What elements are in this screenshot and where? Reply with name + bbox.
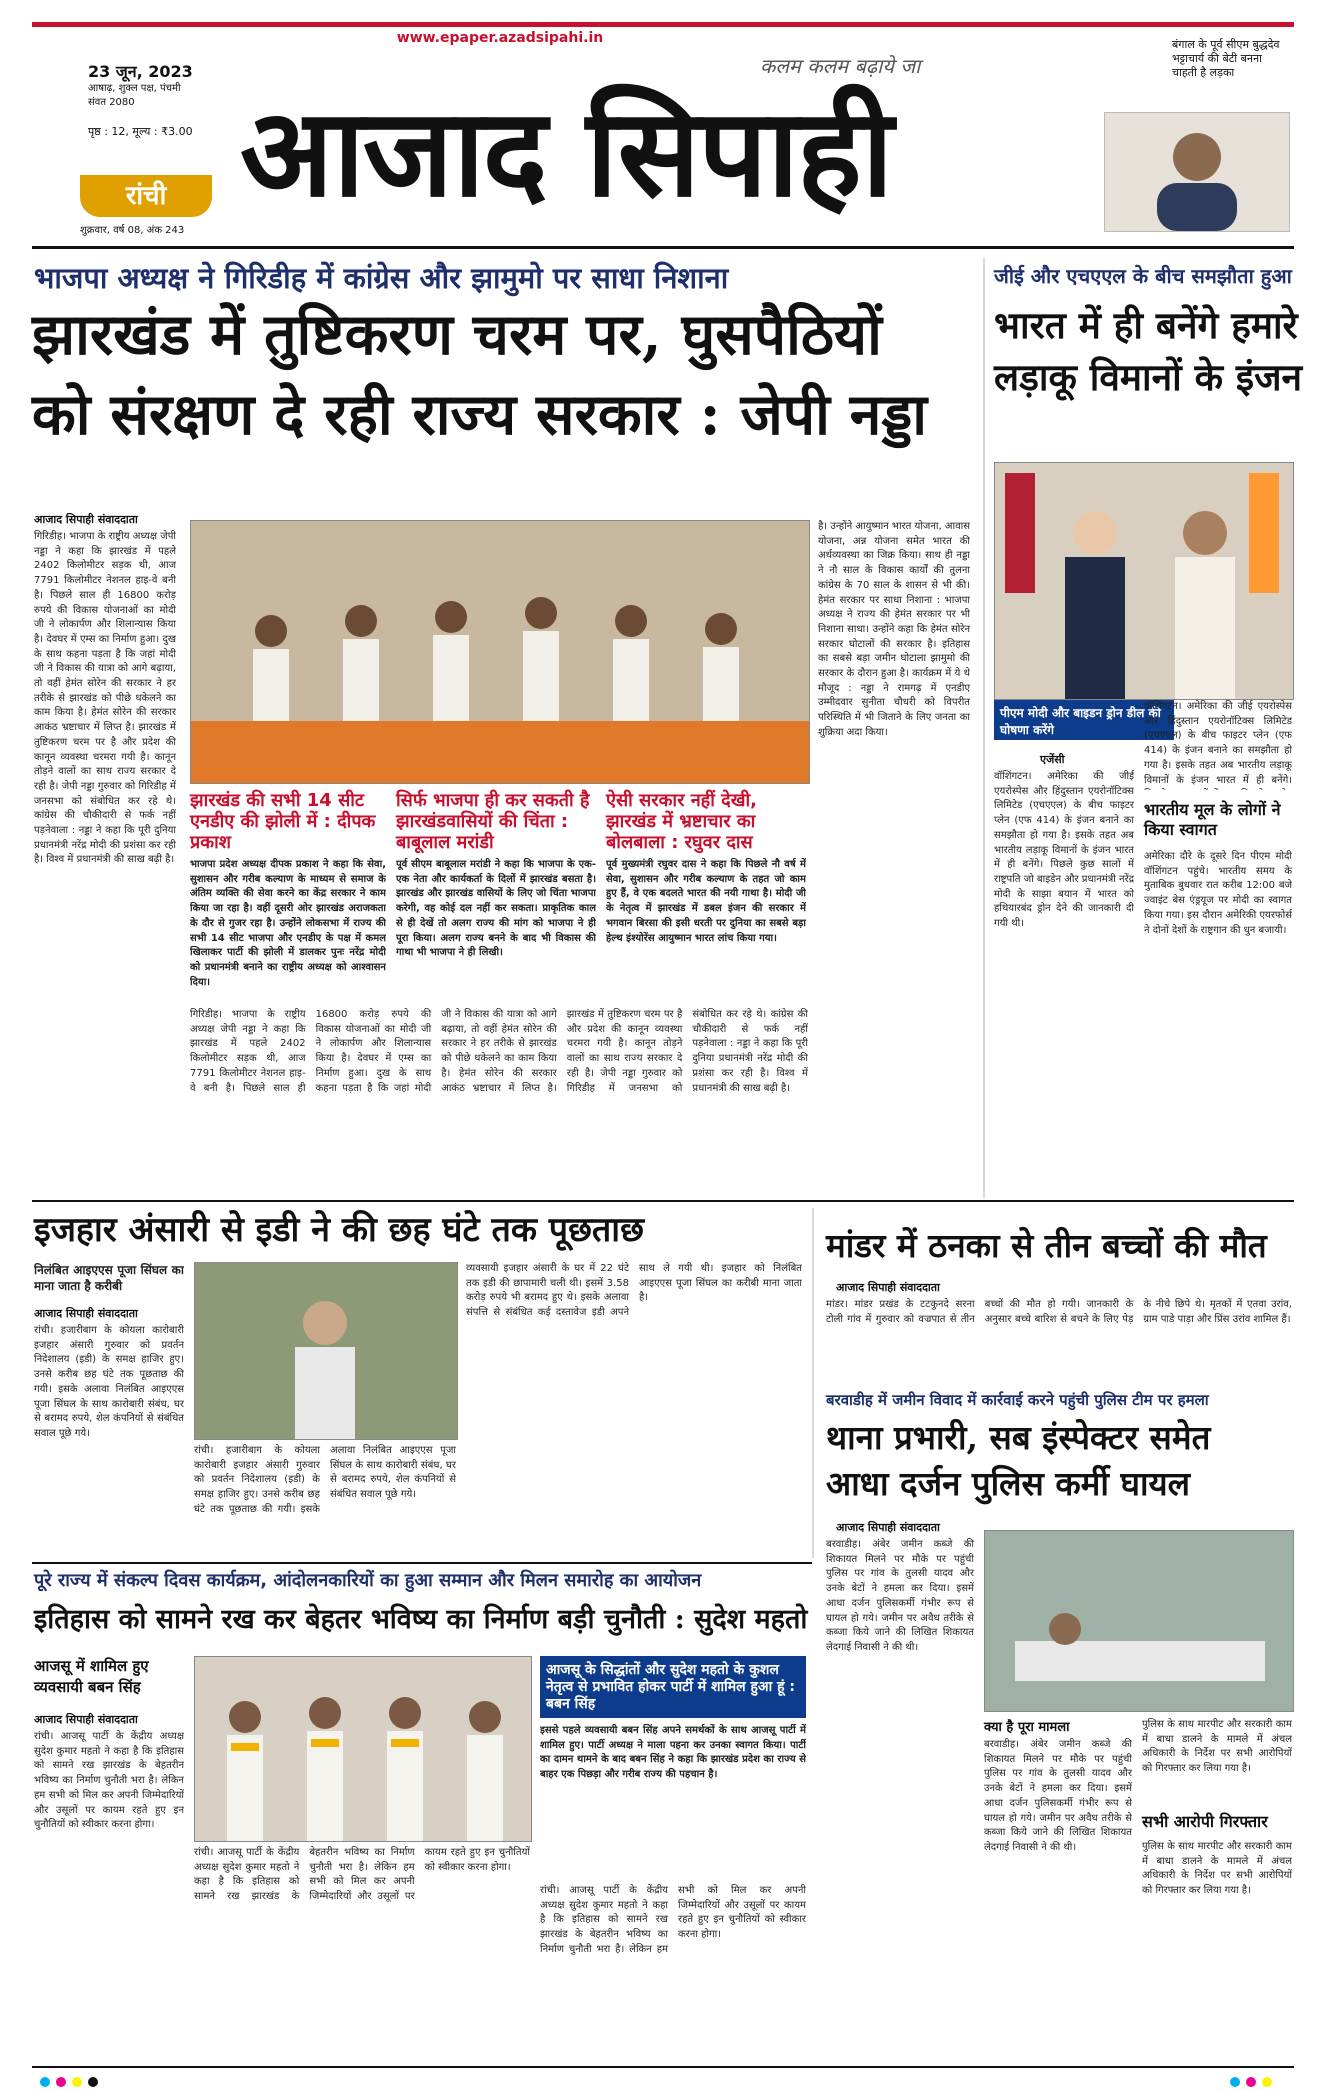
ajsu-body-right: रांची। आजसू पार्टी के केंद्रीय अध्यक्ष सुदेश कुमार महतो ने कहा है कि इतिहास को सामने रख झारखंड के बेहतरीन भविष्य का निर्माण चुनौती भरा है। लेकिन हम सभी को मिल कर अपनी जिम्मेदारियों और उसूलों पर कायम रहते हुए इन चुनौतियों को स्वीकार करना होगा।	[540, 1885, 806, 1955]
ajsu-body-mid: रांची। आजसू पार्टी के केंद्रीय अध्यक्ष सुदेश कुमार महतो ने कहा है कि इतिहास को सामने रख झारखंड के बेहतरीन भविष्य का निर्माण चुनौती भरा है। लेकिन हम सभी को मिल कर अपनी जिम्मेदारियों और उसूलों पर कायम रहते हुए इन चुनौतियों को स्वीकार करना होगा।	[194, 1847, 530, 1903]
crowd-photo-icon	[191, 521, 809, 783]
ed-byline: आजाद सिपाही संवाददाता	[34, 1307, 138, 1320]
ed-body-mid: रांची। हजारीबाग के कोयला कारोबारी इजहार अंसारी गुरुवार को प्रवर्तन निदेशालय (इडी) के समक्ष हाजिर हुए। उनसे करीब छह घंटे तक पूछताछ की गयी। इसके अलावा निलंबित आइएएस पूजा सिंघल के साथ कारोबारी संबंध, घर से बरामद रुपये, शेल कंपनियों से संबंधित सवाल पूछे गये।	[194, 1445, 456, 1515]
ajsu-side-title[interactable]: आजसू में शामिल हुए व्यवसायी बबन सिंह	[34, 1657, 149, 1696]
calendar-info	[88, 82, 198, 110]
section-rule	[32, 1562, 812, 1564]
ajsu-byline: आजाद सिपाही संवाददाता	[34, 1713, 138, 1726]
side-caption: पीएम मोदी और बाइडन ड्रोन डील की घोषणा करेंगे	[994, 700, 1174, 740]
section-rule	[32, 1200, 1294, 1202]
police-subtitle[interactable]: क्या है पूरा मामला	[984, 1720, 1070, 1735]
newspaper-logo: आजाद सिपाही	[240, 80, 892, 224]
ajsu-kicker: पूरे राज्य में संकल्प दिवस कार्यक्रम, आंदोलनकारियों का हुआ सम्मान और मिलन समारोह का आयोजन	[34, 1570, 702, 1591]
date: 23 जून, 2023	[88, 62, 193, 81]
sub2-title[interactable]: सिर्फ भाजपा ही कर सकती है झारखंडवासियों की चिंता : बाबूलाल मरांडी	[396, 790, 590, 853]
ed-photo[interactable]	[194, 1262, 458, 1440]
calendar-line: आषाढ़, शुक्ल पक्ष, पंचमी	[88, 83, 181, 94]
side-subbody: अमेरिका दौरे के दूसरे दिन पीएम मोदी वॉशिंगटन पहुंचे। भारतीय समय के मुताबिक बुधवार रात करीब 12:00 बजे ज्वाइंट बेस एंड्रयूज पर मोदी का स्वागत किया गया। इस दौरान अमेरिकी एयरफोर्स ने दोनों देशों के राष्ट्रगान की धुन बजायी।	[1144, 851, 1292, 936]
ajsu-photo[interactable]	[194, 1656, 532, 1842]
footer-rule	[32, 2066, 1294, 2068]
ed-body-left: रांची। हजारीबाग के कोयला कारोबारी इजहार अंसारी गुरुवार को प्रवर्तन निदेशालय (इडी) के समक्ष हाजिर हुए। उनसे करीब छह घंटे तक पूछताछ की गयी। इसके अलावा निलंबित आइएएस पूजा सिंघल के साथ कारोबारी संबंध, घर से बरामद रुपये, शेल कंपनियों से संबंधित सवाल पूछे गये।	[34, 1325, 184, 1439]
side-headline-line2[interactable]: लड़ाकू विमानों के इंजन	[994, 355, 1303, 399]
police-headline-line1[interactable]: थाना प्रभारी, सब इंस्पेक्टर समेत	[826, 1418, 1211, 1457]
ed-body-right: व्यवसायी इजहार अंसारी के घर में 22 घंटे तक इडी की छापामारी चली थी। इसमें 3.58 करोड़ रुपये भी बरामद हुए थे। इसके अलावा संपत्ति से संबंधित कई दस्तावेज इडी अपने साथ ले गयी थी। इजहार को निलंबित आइएएस पूजा सिंघल का करीबी माना जाता है।	[466, 1263, 802, 1319]
column-divider	[812, 1208, 814, 1558]
color-registration-marks	[1230, 2072, 1278, 2091]
issue-info: शुक्रवार, वर्ष 08, अंक 243	[80, 225, 185, 236]
side-headline-line1[interactable]: भारत में ही बनेंगे हमारे	[994, 303, 1298, 347]
police-byline: आजाद सिपाही संवाददाता	[836, 1521, 940, 1534]
hospital-photo-icon	[985, 1531, 1293, 1711]
rally-photo[interactable]	[190, 520, 810, 784]
person-photo-icon	[1105, 113, 1289, 231]
ajsu-quote[interactable]: आजसू के सिद्धांतों और सुदेश महतो के कुशल नेतृत्व से प्रभावित होकर पार्टी में शामिल हुआ हूं : बबन सिंह	[540, 1656, 806, 1718]
side-body-top: वॉशिंगटन। अमेरिका की जीई एयरोस्पेस और हिंदुस्तान एयरोनॉटिक्स लिमिटेड (एचएएल) के बीच फाइटर प्लेन (एफ 414) के इंजन बनाने का समझौता हो गया है। इसके तहत अब भारतीय लड़ाकू विमानों के इंजन भारत में ही बनेंगे।	[1144, 701, 1292, 786]
mandar-headline[interactable]: मांडर में ठनका से तीन बच्चों की मौत	[826, 1226, 1267, 1265]
side-byline: एजेंसी	[1040, 753, 1065, 766]
epaper-url[interactable]: www.epaper.azadsipahi.in	[396, 30, 604, 46]
column-divider	[983, 258, 985, 1198]
sub1-title[interactable]: झारखंड की सभी 14 सीट एनडीए की झोली में : दीपक प्रकाश	[190, 790, 376, 853]
lead-headline-line2[interactable]: को संरक्षण दे रही राज्य सरकार : जेपी नड्डा	[32, 381, 928, 448]
ajsu-quote-body: इससे पहले व्यवसायी बबन सिंह अपने समर्थकों के साथ आजसू पार्टी में शामिल हुए। पार्टी अध्यक्ष ने माला पहना कर उनका स्वागत किया। पार्टी का दामन थामने के बाद बबन सिंह ने कहा कि झारखंड प्रदेश का राज्य से बाहर एक पिछड़ा और गरीब राज्य की पहचान है।	[540, 1725, 806, 1781]
police-body-3: पुलिस के साथ मारपीट और सरकारी काम में बाधा डालने के मामले में अंचल अधिकारी के निर्देश पर सभी आरोपियों को गिरफ्तार कर लिया गया है।	[1142, 1719, 1292, 1775]
lead-kicker: भाजपा अध्यक्ष ने गिरिडीह में कांग्रेस और झामुमो पर साधा निशाना	[34, 261, 729, 295]
modi-biden-photo[interactable]	[994, 462, 1294, 700]
side-body: वॉशिंगटन। अमेरिका की जीई एयरोस्पेस और हिंदुस्तान एयरोनॉटिक्स लिमिटेड (एचएएल) के बीच फाइटर प्लेन (एफ 414) के इंजन बनाने का समझौता हो गया है। इसके तहत अब भारतीय लड़ाकू विमानों के इंजन भारत में ही बनेंगे। पिछले कुछ सालों में राष्ट्रपति जो बाइडेन और प्रधानमंत्री नरेंद्र मोदी के साझा बयान में भारत को हथियारबंद ड्रोन देने की जानकारी दी गयी थी।	[994, 771, 1134, 930]
side-kicker: जीई और एचएएल के बीच समझौता हुआ	[994, 264, 1292, 288]
lead-byline: आजाद सिपाही संवाददाता	[34, 513, 138, 526]
police-headline-line2[interactable]: आधा दर्जन पुलिस कर्मी घायल	[826, 1464, 1191, 1503]
ed-headline[interactable]: इजहार अंसारी से इडी ने की छह घंटे तक पूछताछ	[34, 1210, 644, 1250]
lead-body-right: है। उन्होंने आयुष्मान भारत योजना, आवास योजना, अन्न योजना समेत भारत की अर्थव्यवस्था का जिक्र किया। साथ ही नड्डा ने नौ साल के विकास कार्यों की तुलना कांग्रेस के 70 साल के शासन से भी की। हेमंत सरकार पर साधा निशाना : भाजपा अध्यक्ष ने राज्य की हेमंत सरकार पर भी निशाना साधा। उन्होंने कहा कि हेमंत सोरेन सरकार घोटालों की सरकार है। इतिहास का सबसे बड़ा जमीन घोटाला झामुमो की सरकार के दौरान हुआ है। कार्यक्रम में ये थे मौजूद : नड्डा ने रामगढ़ में एनडीए उम्मीदवार सुनीता चौधरी को विपरीत परिस्थिति में भी जिताने के लिए जनता का शुक्रिया अदा किया।	[818, 521, 970, 738]
calendar-line: संवत 2080	[88, 97, 135, 108]
sub2-body: पूर्व सीएम बाबूलाल मरांडी ने कहा कि भाजपा के एक-एक नेता और कार्यकर्ता के दिलों में झारखंड बसता है। झारखंड और झारखंड वासियों के लिए जो चिंता भाजपा करेगी, वह कोई दल नहीं कर सकता। प्राकृतिक काल से ही देखें तो अलग राज्य की मांग को भाजपा ने ही पूरा किया। अलग राज्य बनने के बाद भी विकास की गाथा भी भाजपा ने ही लिखी।	[396, 859, 596, 959]
ajsu-body-left: रांची। आजसू पार्टी के केंद्रीय अध्यक्ष सुदेश कुमार महतो ने कहा है कि इतिहास को सामने रख झारखंड के बेहतरीन भविष्य का निर्माण चुनौती भरा है। लेकिन हम सभी को मिल कर अपनी जिम्मेदारियों और उसूलों पर कायम रहते हुए इन चुनौतियों को स्वीकार करना होगा।	[34, 1731, 184, 1831]
mandar-byline: आजाद सिपाही संवाददाता	[836, 1281, 940, 1294]
police-subbody-2: पुलिस के साथ मारपीट और सरकारी काम में बाधा डालने के मामले में अंचल अधिकारी के निर्देश पर सभी आरोपियों को गिरफ्तार कर लिया गया है।	[1142, 1841, 1292, 1897]
police-kicker: बरवाडीह में जमीन विवाद में कार्रवाई करने पहुंची पुलिस टीम पर हमला	[826, 1391, 1209, 1409]
tagline: कलम कलम बढ़ाये जा	[760, 54, 921, 78]
mandar-body: मांडर। मांडर प्रखंड के टटकुनदे सरना टोली गांव में गुरुवार को वज्रपात से तीन बच्चों की मौत हो गयी। जानकारी के अनुसार बच्चे बारिश से बचने के लिए पेड़ के नीचे छिपे थे। मृतकों में एतवा उरांव, ग्राम पाडे पाड़ा और प्रिंस उरांव शामिल हैं।	[826, 1299, 1292, 1325]
lead-body-left: गिरिडीह। भाजपा के राष्ट्रीय अध्यक्ष जेपी नड्डा ने कहा कि झारखंड में पहले 2402 किलोमीटर सड़क थी, आज 7791 किलोमीटर नेशनल हाइ-वे बनी है। पिछले साल ही 16800 करोड़ रुपये की विकास योजनाओं का मोदी जी ने लोकार्पण और शिलान्यास किया है। देवघर में एम्स का निर्माण हुआ। दुख के साथ कहना पड़ता है कि जहां मोदी जी ने विकास की यात्रा को आगे बढ़ाया, तो वहीं हेमंत सोरेन की सरकार ने हर तरीके से झारखंड को पीछे धकेलने का काम किया है। हेमंत सोरेन की सरकार आकंठ भ्रष्टाचार में लिप्त है। झारखंड में तुष्टिकरण चरम पर है और प्रदेश की कानून व्यवस्था चरमरा गयी है। कानून तोड़ने वालों का साथ राज्य सरकार दे रही है। जेपी नड्डा गुरुवार को गिरिडीह में जनसभा को संबोधित कर रहे थे। कांग्रेस की चौकीदारी से फर्क नहीं पड़नेवाला : नड्डा ने कहा कि पूरी दुनिया प्रधानमंत्री नरेंद्र मोदी की प्रशंसा कर रही है। विश्व में प्रधानमंत्री की साख बढ़ी है।	[34, 531, 176, 866]
page-info: पृष्ठ : 12, मूल्य : ₹3.00	[88, 125, 193, 138]
ajsu-headline[interactable]: इतिहास को सामने रख कर बेहतर भविष्य का निर्माण बड़ी चुनौती : सुदेश महतो	[34, 1604, 808, 1635]
city-badge: रांची	[80, 175, 212, 217]
sub3-title[interactable]: ऐसी सरकार नहीं देखी, झारखंड में भ्रष्टाचार का बोलबाला : रघुवर दास	[606, 790, 757, 853]
side-subtitle[interactable]: भारतीय मूल के लोगों ने किया स्वागत	[1144, 800, 1281, 839]
sub1-body: भाजपा प्रदेश अध्यक्ष दीपक प्रकाश ने कहा कि सेवा, सुशासन और गरीब कल्याण के माध्यम से समाज के अंतिम व्यक्ति की सेवा करने का केंद्र सरकार ने काम किया जा रहा है। वहीं दूसरी ओर झारखंड अराजकता के दौर से गुजर रहा है। उन्होंने लोकसभा में राज्य की सभी 14 सीट भाजपा और एनडीए के पक्ष में कमल खिलाकर पार्टी की झोली में डालकर पुनः नरेंद्र मोदी को प्रधानमंत्री बनाने का राष्ट्रीय अध्यक्ष को आश्वासन दिया।	[190, 859, 386, 988]
sub3-body: पूर्व मुख्यमंत्री रघुवर दास ने कहा कि पिछले नौ वर्ष में सेवा, सुशासन और गरीब कल्याण के तहत जो काम हुए हैं, वे एक बदलते भारत की नयी गाथा है। मोदी जी के नेतृत्व में झारखंड में डबल इंजन की सरकार में भगवान बिरसा की इसी धरती पर दुनिया का सबसे बड़ा हेल्थ इंश्योरेंस आयुष्मान भारत लांच किया गया।	[606, 859, 806, 944]
handshake-photo-icon	[995, 463, 1293, 699]
police-body-2: बरवाडीह। अंबेर जमीन कब्जे की शिकायत मिलने पर मौके पर पहुंची पुलिस पर गांव के तुलसी यादव और उनके बेटों ने हमला कर दिया। इसमें आधा दर्जन पुलिसकर्मी गंभीर रूप से घायल हो गये। जमीन पर अवैध तरीके से कब्जा किये जाने की लिखित शिकायत लेदगाई निवासी ने की थी।	[984, 1739, 1132, 1853]
police-photo[interactable]	[984, 1530, 1294, 1712]
police-body: बरवाडीह। अंबेर जमीन कब्जे की शिकायत मिलने पर मौके पर पहुंची पुलिस पर गांव के तुलसी यादव और उनके बेटों ने हमला कर दिया। इसमें आधा दर्जन पुलिसकर्मी गंभीर रूप से घायल हो गये। जमीन पर अवैध तरीके से कब्जा किये जाने की लिखित शिकायत लेदगाई निवासी ने की थी।	[826, 1539, 974, 1653]
promo-text[interactable]: बंगाल के पूर्व सीएम बुद्धदेव भट्टाचार्य की बेटी बनना चाहती है लड़का	[1172, 38, 1280, 79]
person-photo-icon	[195, 1263, 457, 1439]
promo-photo[interactable]	[1104, 112, 1290, 232]
masthead-top-bar	[32, 22, 1294, 27]
lead-headline-line1[interactable]: झारखंड में तुष्टिकरण चरम पर, घुसपैठियों	[32, 301, 882, 368]
masthead-rule	[32, 246, 1294, 249]
color-registration-marks	[40, 2072, 104, 2091]
group-photo-icon	[195, 1657, 531, 1841]
lead-body-continued: गिरिडीह। भाजपा के राष्ट्रीय अध्यक्ष जेपी नड्डा ने कहा कि झारखंड में पहले 2402 किलोमीटर सड़क थी, आज 7791 किलोमीटर नेशनल हाइ-वे बनी है। पिछले साल ही 16800 करोड़ रुपये की विकास योजनाओं का मोदी जी ने लोकार्पण और शिलान्यास किया है। देवघर में एम्स का निर्माण हुआ। दुख के साथ कहना पड़ता है कि जहां मोदी जी ने विकास की यात्रा को आगे बढ़ाया, तो वहीं हेमंत सोरेन की सरकार ने हर तरीके से झारखंड को पीछे धकेलने का काम किया है। हेमंत सोरेन की सरकार आकंठ भ्रष्टाचार में लिप्त है। झारखंड में तुष्टिकरण चरम पर है और प्रदेश की कानून व्यवस्था चरमरा गयी है। कानून तोड़ने वालों का साथ राज्य सरकार दे रही है। जेपी नड्डा गुरुवार को गिरिडीह में जनसभा को संबोधित कर रहे थे। कांग्रेस की चौकीदारी से फर्क नहीं पड़नेवाला : नड्डा ने कहा कि पूरी दुनिया प्रधानमंत्री नरेंद्र मोदी की प्रशंसा कर रही है। विश्व में प्रधानमंत्री की साख बढ़ी है।	[190, 1009, 808, 1094]
ed-subtitle: निलंबित आइएएस पूजा सिंघल का माना जाता है करीबी	[34, 1263, 184, 1293]
police-subtitle-2[interactable]: सभी आरोपी गिरफ्तार	[1142, 1812, 1268, 1831]
